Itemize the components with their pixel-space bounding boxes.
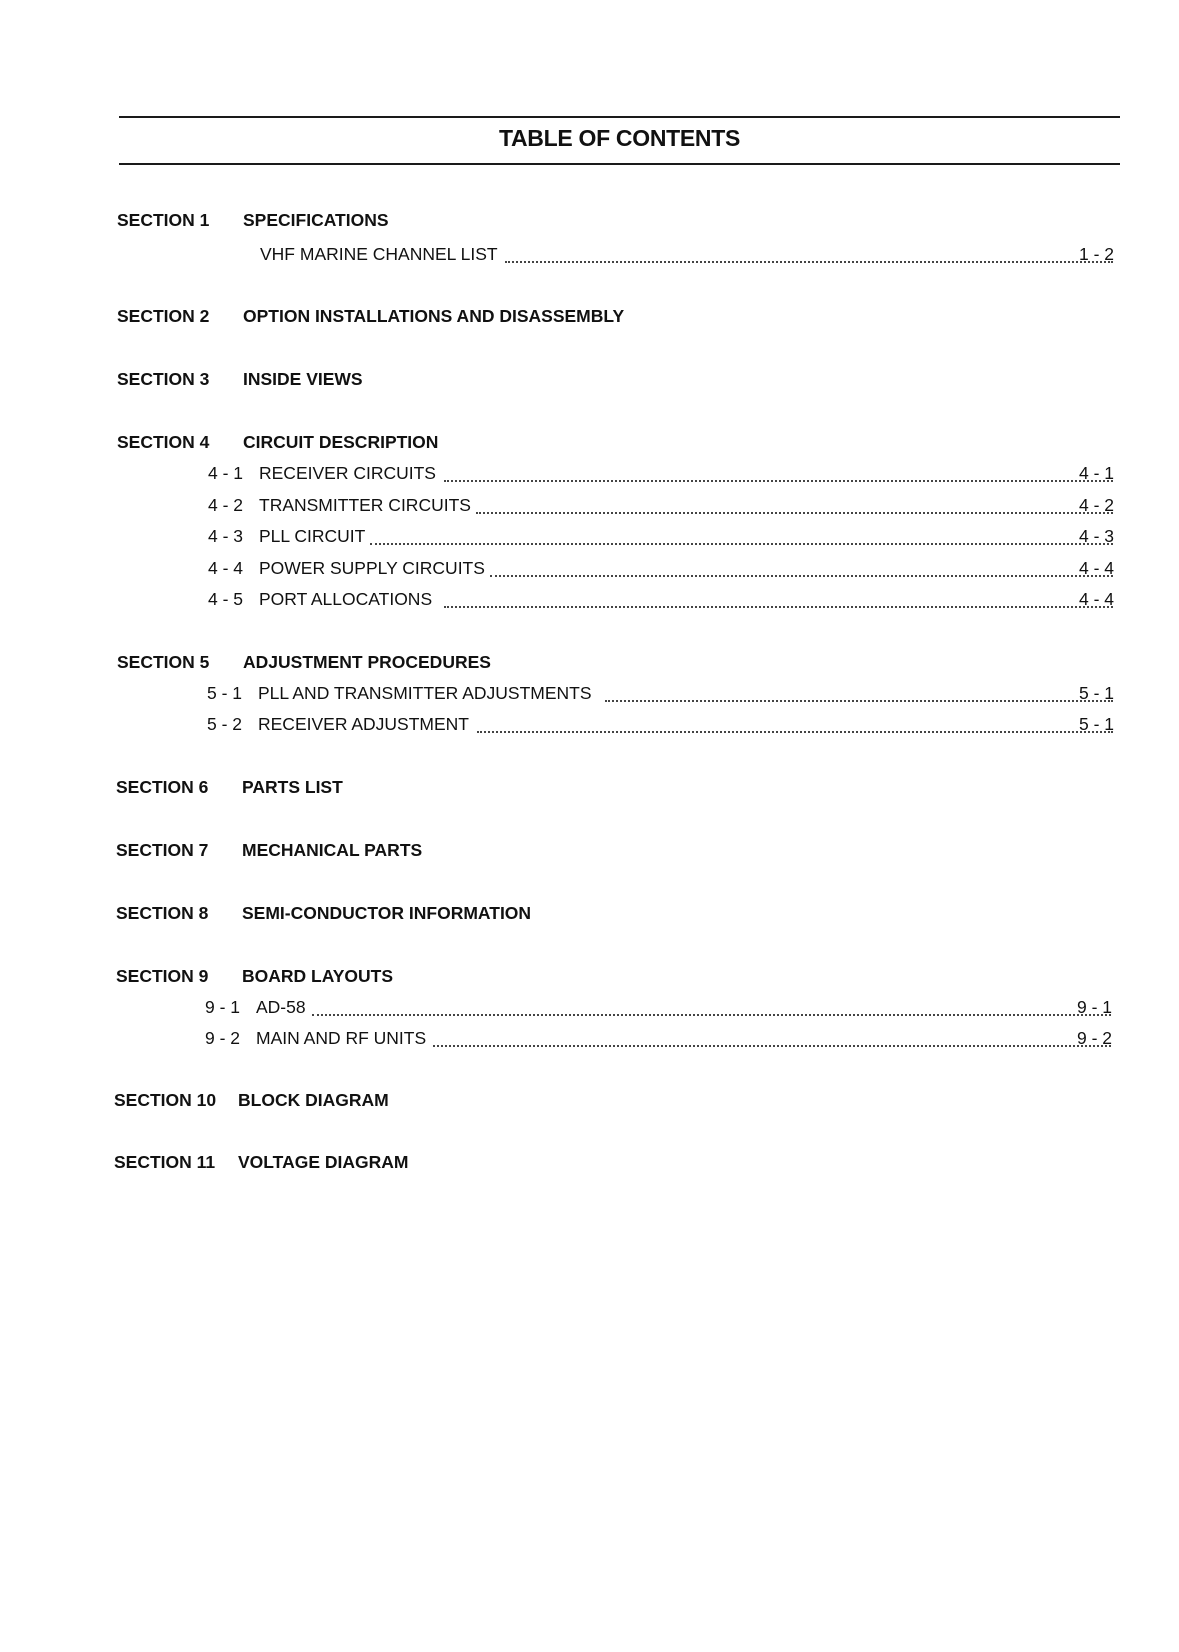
section-1-heading <box>117 210 389 231</box>
section-3-heading <box>117 369 363 390</box>
section-number: SECTION 8 <box>116 903 209 923</box>
toc-entry[interactable] <box>0 463 1179 485</box>
dot-leader <box>370 523 1113 545</box>
section-5-heading <box>117 652 491 673</box>
entry-label <box>207 714 469 735</box>
toc-entry[interactable] <box>0 589 1179 611</box>
entry-number: 4 - 2 <box>208 495 244 515</box>
dot-leader <box>444 460 1113 482</box>
entry-label <box>205 1028 426 1049</box>
section-title: BLOCK DIAGRAM <box>238 1090 389 1110</box>
entry-page: 5 - 1 <box>1078 683 1114 703</box>
section-title: BOARD LAYOUTS <box>242 966 394 986</box>
entry-number: 4 - 3 <box>208 526 244 546</box>
entry-page: 1 - 2 <box>1078 244 1114 264</box>
section-title: SEMI-CONDUCTOR INFORMATION <box>242 903 532 923</box>
entry-title: RECEIVER CIRCUITS <box>259 463 436 483</box>
dot-leader <box>444 586 1113 608</box>
entry-title: POWER SUPPLY CIRCUITS <box>259 558 485 578</box>
section-number: SECTION 7 <box>116 840 209 860</box>
entry-title: PORT ALLOCATIONS <box>259 589 433 609</box>
entry-page: 9 - 1 <box>1076 997 1112 1017</box>
toc-entry[interactable] <box>0 495 1179 517</box>
section-number: SECTION 6 <box>116 777 209 797</box>
entry-number: 9 - 1 <box>205 997 241 1017</box>
section-7-heading <box>116 840 422 861</box>
entry-label <box>207 683 592 704</box>
dot-leader <box>505 241 1113 263</box>
entry-number: 4 - 1 <box>208 463 244 483</box>
section-number: SECTION 10 <box>114 1090 217 1110</box>
section-title: ADJUSTMENT PROCEDURES <box>243 652 491 672</box>
toc-entry[interactable] <box>0 558 1179 580</box>
entry-title: PLL CIRCUIT <box>259 526 366 546</box>
section-9-heading <box>116 966 393 987</box>
section-title: PARTS LIST <box>242 777 343 797</box>
toc-entry[interactable] <box>0 526 1179 548</box>
entry-label <box>208 463 436 484</box>
section-10-heading <box>114 1090 389 1111</box>
section-8-heading <box>116 903 531 924</box>
section-11-heading <box>114 1152 408 1173</box>
entry-number: 5 - 1 <box>207 683 243 703</box>
entry-page: 5 - 1 <box>1078 714 1114 734</box>
dot-leader <box>605 680 1113 702</box>
entry-label <box>208 589 432 610</box>
entry-label <box>205 997 306 1018</box>
toc-entry[interactable] <box>0 714 1179 736</box>
section-2-heading <box>117 306 624 327</box>
dot-leader <box>490 555 1113 577</box>
section-title: CIRCUIT DESCRIPTION <box>243 432 439 452</box>
entry-page: 4 - 3 <box>1078 526 1114 546</box>
entry-title: PLL AND TRANSMITTER ADJUSTMENTS <box>258 683 592 703</box>
toc-entry[interactable] <box>0 683 1179 705</box>
entry-page: 9 - 2 <box>1076 1028 1112 1048</box>
entry-page: 4 - 1 <box>1078 463 1114 483</box>
entry-title: AD-58 <box>256 997 306 1017</box>
dot-leader <box>433 1025 1111 1047</box>
section-title: VOLTAGE DIAGRAM <box>238 1152 409 1172</box>
entry-page: 4 - 4 <box>1078 558 1114 578</box>
section-number: SECTION 9 <box>116 966 209 986</box>
page-title: TABLE OF CONTENTS <box>498 125 741 151</box>
title-bottom-rule <box>119 163 1120 165</box>
section-6-heading <box>116 777 343 798</box>
section-number: SECTION 1 <box>117 210 210 230</box>
dot-leader <box>312 994 1111 1016</box>
section-number: SECTION 3 <box>117 369 210 389</box>
entry-number: 5 - 2 <box>207 714 243 734</box>
section-number: SECTION 4 <box>117 432 210 452</box>
section-title: SPECIFICATIONS <box>243 210 389 230</box>
entry-label <box>208 495 471 516</box>
section-4-heading <box>117 432 438 453</box>
toc-entry[interactable] <box>0 1028 1179 1050</box>
entry-number: 4 - 4 <box>208 558 244 578</box>
entry-page: 4 - 2 <box>1078 495 1114 515</box>
entry-title: TRANSMITTER CIRCUITS <box>259 495 471 515</box>
dot-leader <box>477 711 1113 733</box>
entry-label <box>208 526 365 547</box>
section-title: INSIDE VIEWS <box>243 369 363 389</box>
entry-page: 4 - 4 <box>1078 589 1114 609</box>
section-title: OPTION INSTALLATIONS AND DISASSEMBLY <box>243 306 625 326</box>
section-number: SECTION 11 <box>114 1152 216 1172</box>
dot-leader <box>476 492 1113 514</box>
entry-title: VHF MARINE CHANNEL LIST <box>260 244 498 264</box>
section-title: MECHANICAL PARTS <box>242 840 423 860</box>
section-number: SECTION 2 <box>117 306 210 326</box>
toc-entry[interactable] <box>0 997 1179 1019</box>
entry-number: 4 - 5 <box>208 589 244 609</box>
entry-title: MAIN AND RF UNITS <box>256 1028 427 1048</box>
entry-title: RECEIVER ADJUSTMENT <box>258 714 469 734</box>
title-top-rule <box>119 116 1120 118</box>
section-number: SECTION 5 <box>117 652 210 672</box>
entry-number: 9 - 2 <box>205 1028 241 1048</box>
toc-entry[interactable] <box>0 244 1179 266</box>
entry-label <box>208 558 485 579</box>
